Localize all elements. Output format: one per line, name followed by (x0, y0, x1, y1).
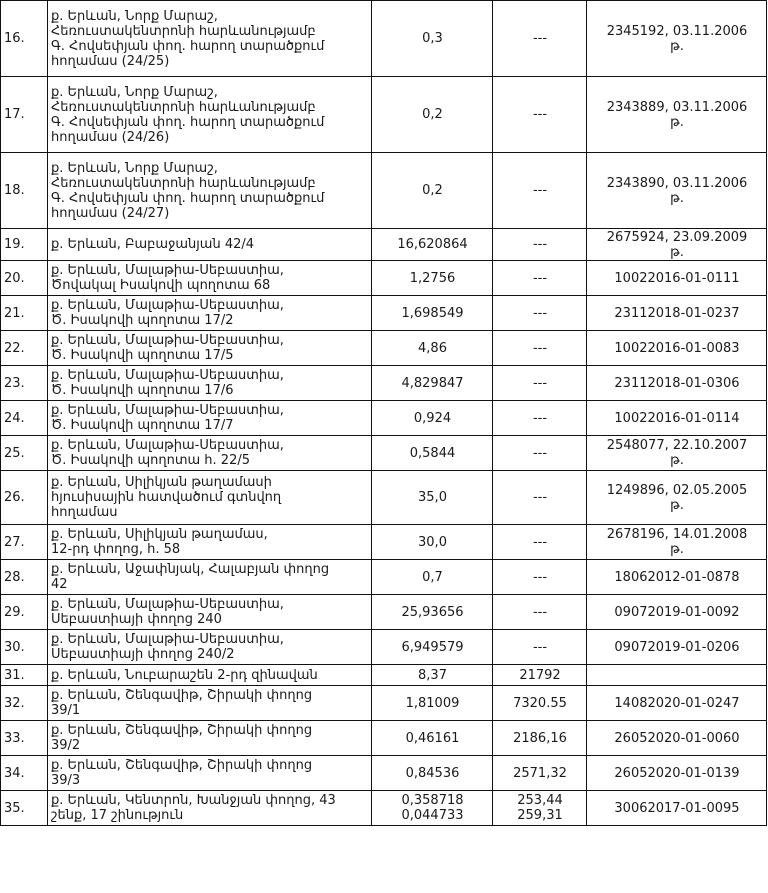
secondary-area-cell: 21792 (493, 665, 587, 686)
certificate-cell-line: թ. (670, 542, 684, 557)
address-cell (48, 471, 372, 525)
secondary-area-cell: --- (493, 471, 587, 525)
certificate-cell (587, 630, 767, 665)
address-cell-line: հյուսիսային հատվածում գտնվող (51, 490, 282, 505)
row-number-cell: 32. (1, 686, 48, 721)
certificate-cell (587, 1, 767, 77)
address-cell-line: ք. Երևան, Նորք Մարաշ, (51, 84, 218, 100)
area-cell: 30,0 (372, 525, 493, 560)
address-cell (48, 525, 372, 560)
address-cell-line: Հեռուստակենտրոնի հարևանությամբ (51, 99, 316, 115)
address-cell (48, 595, 372, 630)
address-cell-line: շենք, 17 շինություն (51, 808, 184, 823)
secondary-area-cell: 2571,32 (493, 756, 587, 791)
certificate-cell (587, 756, 767, 791)
certificate-cell-line: 2343889, 03.11.2006 (606, 99, 748, 115)
table-row (1, 560, 767, 595)
secondary-area-cell-line: 259,31 (517, 808, 563, 823)
area-cell: 0,2 (372, 77, 493, 153)
address-cell-line: ք. Երևան, Նորք Մարաշ, (51, 8, 218, 24)
certificate-cell-line: 1249896, 02.05.2005 (606, 482, 748, 498)
certificate-cell-line: 09072019-01-0206 (614, 639, 740, 655)
certificate-cell (587, 525, 767, 560)
address-cell-line: 39/1 (51, 703, 81, 718)
address-cell (48, 665, 372, 686)
address-cell-line: հողամաս (24/27) (51, 205, 170, 221)
address-cell-line: ք. Երևան, Մալաթիա-Սեբաստիա, (51, 438, 284, 453)
address-cell (48, 791, 372, 826)
secondary-area-cell: 7320.55 (493, 686, 587, 721)
address-cell-line: ք. Երևան, Մալաթիա-Սեբաստիա, (51, 632, 284, 647)
certificate-cell-line: 2343890, 03.11.2006 (606, 175, 748, 191)
address-cell-line: ք. Երևան, Մալաթիա-Սեբաստիա, (51, 403, 284, 418)
row-number-cell: 21. (1, 296, 48, 331)
address-cell (48, 560, 372, 595)
row-number-cell: 30. (1, 630, 48, 665)
address-cell-line: ք. Երևան, Բաբաջանյան 42/4 (51, 237, 255, 252)
certificate-cell (587, 721, 767, 756)
address-cell-line: Ծ. Իսակովի պողոտա 17/5 (51, 348, 234, 363)
address-cell-line: ք. Երևան, Մալաթիա-Սեբաստիա, (51, 333, 284, 348)
area-cell-line: 0,044733 (401, 808, 464, 823)
area-cell (372, 791, 493, 826)
certificate-cell (587, 261, 767, 296)
certificate-cell-line: 18062012-01-0878 (614, 569, 740, 585)
address-cell-line: ք. Երևան, Շենգավիթ, Շիրակի փողոց (51, 758, 313, 773)
area-cell: 6,949579 (372, 630, 493, 665)
area-cell: 0,46161 (372, 721, 493, 756)
certificate-cell-line: 26052020-01-0060 (614, 730, 740, 746)
secondary-area-cell: 2186,16 (493, 721, 587, 756)
certificate-cell-line: 10022016-01-0114 (614, 410, 740, 426)
row-number-cell: 17. (1, 77, 48, 153)
address-cell (48, 630, 372, 665)
certificate-cell-line: 09072019-01-0092 (614, 604, 740, 620)
secondary-area-cell: --- (493, 229, 587, 261)
address-cell (48, 756, 372, 791)
certificate-cell-line: թ. (670, 244, 684, 260)
row-number-cell: 16. (1, 1, 48, 77)
table-row (1, 229, 767, 261)
secondary-area-cell: --- (493, 77, 587, 153)
area-cell-line: 0,358718 (401, 793, 464, 808)
address-cell-line: Սեբաստիայի փողոց 240/2 (51, 647, 235, 662)
address-cell (48, 229, 372, 261)
address-cell-line: 12-րդ փողոց, h. 58 (51, 542, 181, 557)
area-cell: 1,698549 (372, 296, 493, 331)
address-cell-line: Սեբաստիայի փողոց 240 (51, 612, 222, 627)
secondary-area-cell: --- (493, 261, 587, 296)
area-cell: 0,5844 (372, 436, 493, 471)
address-cell-line: ք. Երևան, Մալաթիա-Սեբաստիա, (51, 298, 284, 313)
address-cell (48, 77, 372, 153)
row-number-cell: 26. (1, 471, 48, 525)
row-number-cell: 27. (1, 525, 48, 560)
secondary-area-cell-line: 253,44 (517, 793, 563, 808)
address-cell-line: Գ. Հովսեփյան փող. հարող տարածքում (51, 38, 325, 54)
certificate-cell-line: 2548077, 22.10.2007 (606, 438, 748, 453)
address-cell (48, 261, 372, 296)
area-cell: 8,37 (372, 665, 493, 686)
secondary-area-cell: --- (493, 296, 587, 331)
secondary-area-cell: --- (493, 153, 587, 229)
address-cell-line: Ծ. Իսակովի պողոտա h. 22/5 (51, 453, 250, 468)
certificate-cell (587, 686, 767, 721)
table-row (1, 296, 767, 331)
certificate-cell (587, 595, 767, 630)
address-cell-line: ք. Երևան, Աջափնյակ, Հալաբյան փողոց (51, 562, 330, 577)
row-number-cell: 35. (1, 791, 48, 826)
area-cell: 0,3 (372, 1, 493, 77)
address-cell-line: Ծ. Իսակովի պողոտա 17/2 (51, 313, 234, 328)
secondary-area-cell: --- (493, 331, 587, 366)
address-cell-line: ք. Երևան, Մալաթիա-Սեբաստիա, (51, 597, 284, 612)
row-number-cell: 19. (1, 229, 48, 261)
area-cell: 0,924 (372, 401, 493, 436)
certificate-cell (587, 665, 767, 686)
certificate-cell (587, 331, 767, 366)
table-row (1, 331, 767, 366)
address-cell-line: Ծովակալ Իսակովի պողոտա 68 (51, 278, 271, 293)
address-cell (48, 153, 372, 229)
secondary-area-cell: --- (493, 436, 587, 471)
address-cell-line: ք. Երևան, Շենգավիթ, Շիրակի փողոց (51, 688, 313, 703)
address-cell (48, 686, 372, 721)
row-number-cell: 18. (1, 153, 48, 229)
secondary-area-cell: --- (493, 366, 587, 401)
table-row (1, 471, 767, 525)
certificate-cell-line: 30062017-01-0095 (614, 800, 740, 816)
certificate-cell (587, 366, 767, 401)
row-number-cell: 20. (1, 261, 48, 296)
secondary-area-cell: --- (493, 630, 587, 665)
table-row (1, 756, 767, 791)
area-cell: 1,2756 (372, 261, 493, 296)
address-cell-line: ք. Երևան, Սիլիկյան թաղամաս, (51, 527, 268, 542)
address-cell-line: ք. Երևան, Սիլիկյան թաղամասի (51, 475, 272, 490)
certificate-cell (587, 401, 767, 436)
table-row (1, 791, 767, 826)
table-row (1, 436, 767, 471)
address-cell-line: ք. Երևան, Նուբարաշեն 2-րդ զինավան (51, 667, 318, 683)
address-cell-line: ք. Երևան, Կենտրոն, Խանջյան փողոց, 43 (51, 793, 336, 808)
row-number-cell: 23. (1, 366, 48, 401)
certificate-cell-line: 2345192, 03.11.2006 (606, 23, 748, 39)
row-number-cell: 25. (1, 436, 48, 471)
secondary-area-cell: --- (493, 560, 587, 595)
table-row (1, 401, 767, 436)
address-cell (48, 1, 372, 77)
certificate-cell (587, 436, 767, 471)
address-cell-line: հողամաս (24/25) (51, 53, 170, 69)
area-cell: 16,620864 (372, 229, 493, 261)
certificate-cell-line: 10022016-01-0083 (614, 340, 740, 356)
certificate-cell (587, 296, 767, 331)
certificate-cell (587, 791, 767, 826)
area-cell: 0,84536 (372, 756, 493, 791)
table-row (1, 1, 767, 77)
address-cell-line: Գ. Հովսեփյան փող. հարող տարածքում (51, 190, 325, 206)
address-cell-line: ք. Երևան, Շենգավիթ, Շիրակի փողոց (51, 723, 313, 738)
table-row (1, 630, 767, 665)
table-row (1, 721, 767, 756)
area-cell: 35,0 (372, 471, 493, 525)
table-row (1, 595, 767, 630)
certificate-cell-line: թ. (670, 497, 684, 513)
row-number-cell: 33. (1, 721, 48, 756)
table-row (1, 686, 767, 721)
area-cell: 0,7 (372, 560, 493, 595)
certificate-cell-line: 23112018-01-0237 (614, 305, 740, 321)
address-cell (48, 296, 372, 331)
certificate-cell (587, 471, 767, 525)
certificate-cell (587, 229, 767, 261)
certificate-cell-line: թ. (670, 38, 684, 54)
secondary-area-cell (493, 791, 587, 826)
address-cell (48, 721, 372, 756)
address-cell-line: Ծ. Իսակովի պողոտա 17/7 (51, 418, 234, 433)
address-cell (48, 401, 372, 436)
address-cell (48, 366, 372, 401)
address-cell-line: ք. Երևան, Մալաթիա-Սեբաստիա, (51, 368, 284, 383)
address-cell-line: Ծ. Իսակովի պողոտա 17/6 (51, 383, 234, 398)
certificate-cell-line: 14082020-01-0247 (614, 695, 740, 711)
address-cell-line: 39/3 (51, 773, 81, 788)
address-cell (48, 436, 372, 471)
secondary-area-cell: --- (493, 595, 587, 630)
address-cell-line: Գ. Հովսեփյան փող. հարող տարածքում (51, 114, 325, 130)
certificate-cell-line: թ. (670, 190, 684, 206)
address-cell-line: Հեռուստակենտրոնի հարևանությամբ (51, 175, 316, 191)
certificate-cell-line: 2678196, 14.01.2008 (606, 527, 748, 542)
certificate-cell-line: 2675924, 23.09.2009 (606, 229, 748, 245)
table-row (1, 665, 767, 686)
table-row (1, 153, 767, 229)
certificate-cell-line: 10022016-01-0111 (614, 270, 740, 286)
secondary-area-cell: --- (493, 1, 587, 77)
address-cell-line: 39/2 (51, 738, 81, 753)
certificate-cell-line: 26052020-01-0139 (614, 765, 740, 781)
table-row (1, 261, 767, 296)
row-number-cell: 34. (1, 756, 48, 791)
address-cell-line: հողամաս (51, 505, 118, 520)
secondary-area-cell: --- (493, 401, 587, 436)
row-number-cell: 28. (1, 560, 48, 595)
certificate-cell-line: թ. (670, 453, 684, 468)
table-row (1, 77, 767, 153)
row-number-cell: 24. (1, 401, 48, 436)
address-cell-line: ք. Երևան, Նորք Մարաշ, (51, 160, 218, 176)
certificate-cell-line: 23112018-01-0306 (614, 375, 740, 391)
address-cell (48, 331, 372, 366)
table-row (1, 366, 767, 401)
secondary-area-cell: --- (493, 525, 587, 560)
certificate-cell-line: թ. (670, 114, 684, 130)
area-cell: 4,829847 (372, 366, 493, 401)
certificate-cell (587, 560, 767, 595)
area-cell: 0,2 (372, 153, 493, 229)
area-cell: 4,86 (372, 331, 493, 366)
address-cell-line: 42 (51, 577, 68, 592)
address-cell-line: Հեռուստակենտրոնի հարևանությամբ (51, 23, 316, 39)
address-cell-line: հողամաս (24/26) (51, 129, 170, 145)
address-cell-line: ք. Երևան, Մալաթիա-Սեբաստիա, (51, 263, 284, 278)
table-row (1, 525, 767, 560)
certificate-cell (587, 77, 767, 153)
table-body (1, 1, 767, 826)
certificate-cell (587, 153, 767, 229)
row-number-cell: 31. (1, 665, 48, 686)
area-cell: 1,81009 (372, 686, 493, 721)
row-number-cell: 29. (1, 595, 48, 630)
area-cell: 25,93656 (372, 595, 493, 630)
row-number-cell: 22. (1, 331, 48, 366)
